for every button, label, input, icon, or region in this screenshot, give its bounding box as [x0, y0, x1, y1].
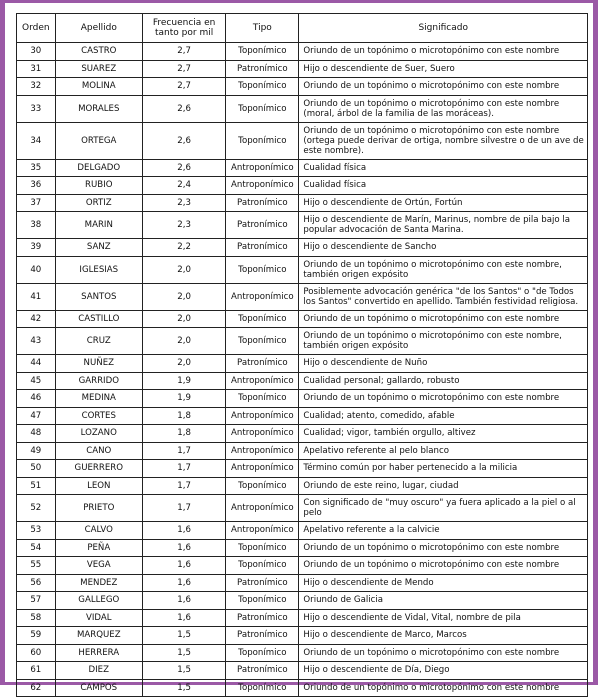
- cell-frecuencia: 2,6: [142, 122, 225, 159]
- cell-frecuencia: 1,6: [142, 522, 225, 540]
- cell-tipo: Toponímico: [226, 644, 299, 662]
- table-row: [17, 177, 588, 195]
- table-row: [17, 256, 588, 283]
- table-row: [17, 522, 588, 540]
- cell-tipo: Toponímico: [226, 78, 299, 96]
- cell-orden: 50: [17, 460, 56, 478]
- cell-frecuencia: 1,6: [142, 609, 225, 627]
- cell-tipo: Antroponímico: [226, 425, 299, 443]
- cell-orden: 60: [17, 644, 56, 662]
- table-row: [17, 194, 588, 212]
- cell-significado: Oriundo de este reino, lugar, ciudad: [299, 477, 588, 495]
- cell-apellido: ORTEGA: [55, 122, 142, 159]
- cell-apellido: MARIN: [55, 212, 142, 239]
- cell-significado: Con significado de "muy oscuro" ya fuera aplicado a la piel o al pelo: [299, 495, 588, 522]
- cell-tipo: Antroponímico: [226, 460, 299, 478]
- table-row: [17, 310, 588, 328]
- cell-orden: 41: [17, 283, 56, 310]
- cell-orden: 56: [17, 574, 56, 592]
- cell-frecuencia: 1,7: [142, 477, 225, 495]
- cell-apellido: MENDEZ: [55, 574, 142, 592]
- cell-tipo: Toponímico: [226, 95, 299, 122]
- cell-significado: Oriundo de un topónimo o microtopónimo con este nombre: [299, 557, 588, 575]
- table-row: [17, 60, 588, 78]
- cell-apellido: PEÑA: [55, 539, 142, 557]
- cell-frecuencia: 2,0: [142, 310, 225, 328]
- table-row: [17, 460, 588, 478]
- cell-tipo: Toponímico: [226, 328, 299, 355]
- cell-significado: Hijo o descendiente de Ortún, Fortún: [299, 194, 588, 212]
- cell-frecuencia: 2,2: [142, 239, 225, 257]
- cell-significado: Cualidad; atento, comedido, afable: [299, 407, 588, 425]
- cell-frecuencia: 1,7: [142, 460, 225, 478]
- table-row: [17, 425, 588, 443]
- cell-significado: Cualidad; vigor, también orgullo, altivez: [299, 425, 588, 443]
- table-row: [17, 122, 588, 159]
- table-row: [17, 78, 588, 96]
- cell-orden: 49: [17, 442, 56, 460]
- cell-frecuencia: 2,6: [142, 95, 225, 122]
- cell-significado: Cualidad física: [299, 177, 588, 195]
- table-row: [17, 372, 588, 390]
- cell-apellido: CASTILLO: [55, 310, 142, 328]
- cell-apellido: LOZANO: [55, 425, 142, 443]
- cell-orden: 30: [17, 43, 56, 61]
- cell-orden: 42: [17, 310, 56, 328]
- header-row: [17, 14, 588, 43]
- table-row: [17, 212, 588, 239]
- cell-orden: 36: [17, 177, 56, 195]
- cell-tipo: Patronímico: [226, 627, 299, 645]
- cell-apellido: ORTIZ: [55, 194, 142, 212]
- cell-apellido: SANTOS: [55, 283, 142, 310]
- cell-significado: Oriundo de un topónimo o microtopónimo con este nombre (ortega puede derivar de ortiga, nombre silvestre o de un ave de este nombre).: [299, 122, 588, 159]
- cell-tipo: Antroponímico: [226, 159, 299, 177]
- cell-apellido: HERRERA: [55, 644, 142, 662]
- cell-orden: 51: [17, 477, 56, 495]
- cell-frecuencia: 2,7: [142, 60, 225, 78]
- cell-significado: Oriundo de un topónimo o microtopónimo con este nombre: [299, 539, 588, 557]
- cell-orden: 52: [17, 495, 56, 522]
- cell-significado: Término común por haber pertenecido a la milicia: [299, 460, 588, 478]
- cell-apellido: GUERRERO: [55, 460, 142, 478]
- table-row: [17, 627, 588, 645]
- cell-frecuencia: 2,7: [142, 78, 225, 96]
- cell-apellido: CALVO: [55, 522, 142, 540]
- cell-tipo: Patronímico: [226, 609, 299, 627]
- cell-significado: Cualidad personal; gallardo, robusto: [299, 372, 588, 390]
- cell-frecuencia: 1,5: [142, 627, 225, 645]
- cell-tipo: Toponímico: [226, 477, 299, 495]
- cell-tipo: Patronímico: [226, 194, 299, 212]
- cell-frecuencia: 2,0: [142, 355, 225, 373]
- cell-frecuencia: 1,8: [142, 407, 225, 425]
- table-row: [17, 609, 588, 627]
- table-row: [17, 495, 588, 522]
- cell-significado: Oriundo de un topónimo o microtopónimo con este nombre: [299, 679, 588, 697]
- cell-apellido: PRIETO: [55, 495, 142, 522]
- cell-orden: 31: [17, 60, 56, 78]
- table-row: [17, 95, 588, 122]
- cell-frecuencia: 1,6: [142, 539, 225, 557]
- cell-orden: 45: [17, 372, 56, 390]
- cell-orden: 57: [17, 592, 56, 610]
- table-row: [17, 159, 588, 177]
- cell-orden: 47: [17, 407, 56, 425]
- table-row: [17, 477, 588, 495]
- cell-apellido: SUAREZ: [55, 60, 142, 78]
- cell-significado: Hijo o descendiente de Mendo: [299, 574, 588, 592]
- cell-frecuencia: 2,7: [142, 43, 225, 61]
- cell-orden: 39: [17, 239, 56, 257]
- cell-apellido: CASTRO: [55, 43, 142, 61]
- table-row: [17, 644, 588, 662]
- cell-significado: Cualidad física: [299, 159, 588, 177]
- cell-frecuencia: 2,0: [142, 328, 225, 355]
- cell-apellido: GARRIDO: [55, 372, 142, 390]
- cell-significado: Oriundo de un topónimo o microtopónimo con este nombre, también origen expósito: [299, 256, 588, 283]
- cell-tipo: Toponímico: [226, 557, 299, 575]
- cell-significado: Hijo o descendiente de Vidal, Vital, nombre de pila: [299, 609, 588, 627]
- cell-tipo: Toponímico: [226, 539, 299, 557]
- cell-tipo: Antroponímico: [226, 177, 299, 195]
- cell-frecuencia: 1,5: [142, 679, 225, 697]
- cell-significado: Apelativo referente al pelo blanco: [299, 442, 588, 460]
- cell-orden: 55: [17, 557, 56, 575]
- cell-frecuencia: 1,6: [142, 557, 225, 575]
- table-body: [17, 43, 588, 697]
- cell-tipo: Toponímico: [226, 256, 299, 283]
- cell-orden: 59: [17, 627, 56, 645]
- cell-apellido: MARQUEZ: [55, 627, 142, 645]
- cell-frecuencia: 1,7: [142, 442, 225, 460]
- cell-significado: Apelativo referente a la calvicie: [299, 522, 588, 540]
- cell-apellido: SANZ: [55, 239, 142, 257]
- cell-frecuencia: 1,7: [142, 495, 225, 522]
- cell-significado: Oriundo de un topónimo o microtopónimo con este nombre: [299, 310, 588, 328]
- cell-orden: 35: [17, 159, 56, 177]
- cell-tipo: Patronímico: [226, 574, 299, 592]
- cell-tipo: Patronímico: [226, 212, 299, 239]
- cell-significado: Posiblemente advocación genérica "de los Santos" o "de Todos los Santos" convertido en apellido. También festividad religiosa.: [299, 283, 588, 310]
- cell-significado: Oriundo de un topónimo o microtopónimo con este nombre, también origen expósito: [299, 328, 588, 355]
- cell-tipo: Antroponímico: [226, 407, 299, 425]
- cell-apellido: MORALES: [55, 95, 142, 122]
- cell-orden: 37: [17, 194, 56, 212]
- cell-frecuencia: 1,9: [142, 390, 225, 408]
- header-tipo: Tipo: [226, 14, 299, 43]
- cell-orden: 58: [17, 609, 56, 627]
- cell-tipo: Patronímico: [226, 662, 299, 680]
- cell-significado: Hijo o descendiente de Sancho: [299, 239, 588, 257]
- cell-significado: Oriundo de un topónimo o microtopónimo con este nombre: [299, 78, 588, 96]
- cell-orden: 32: [17, 78, 56, 96]
- cell-orden: 40: [17, 256, 56, 283]
- cell-frecuencia: 2,4: [142, 177, 225, 195]
- cell-tipo: Patronímico: [226, 239, 299, 257]
- table-row: [17, 328, 588, 355]
- table-row: [17, 390, 588, 408]
- cell-apellido: NUÑEZ: [55, 355, 142, 373]
- cell-frecuencia: 2,6: [142, 159, 225, 177]
- table-row: [17, 592, 588, 610]
- table-row: [17, 43, 588, 61]
- cell-tipo: Antroponímico: [226, 495, 299, 522]
- cell-apellido: IGLESIAS: [55, 256, 142, 283]
- cell-apellido: CAMPOS: [55, 679, 142, 697]
- table-row: [17, 407, 588, 425]
- cell-tipo: Patronímico: [226, 60, 299, 78]
- cell-significado: Hijo o descendiente de Marco, Marcos: [299, 627, 588, 645]
- cell-apellido: VIDAL: [55, 609, 142, 627]
- cell-significado: Oriundo de un topónimo o microtopónimo con este nombre: [299, 644, 588, 662]
- header-significado: Significado: [299, 14, 588, 43]
- cell-significado: Oriundo de Galicia: [299, 592, 588, 610]
- cell-orden: 34: [17, 122, 56, 159]
- cell-tipo: Antroponímico: [226, 442, 299, 460]
- cell-apellido: CORTES: [55, 407, 142, 425]
- cell-frecuencia: 2,0: [142, 283, 225, 310]
- cell-orden: 53: [17, 522, 56, 540]
- cell-tipo: Toponímico: [226, 43, 299, 61]
- table-row: [17, 662, 588, 680]
- cell-frecuencia: 1,5: [142, 644, 225, 662]
- header-frecuencia: Frecuencia en tanto por mil: [142, 14, 225, 43]
- cell-tipo: Toponímico: [226, 310, 299, 328]
- cell-apellido: GALLEGO: [55, 592, 142, 610]
- cell-orden: 43: [17, 328, 56, 355]
- cell-orden: 44: [17, 355, 56, 373]
- cell-apellido: MOLINA: [55, 78, 142, 96]
- table-row: [17, 355, 588, 373]
- cell-frecuencia: 2,3: [142, 194, 225, 212]
- cell-orden: 54: [17, 539, 56, 557]
- cell-frecuencia: 1,6: [142, 592, 225, 610]
- cell-tipo: Antroponímico: [226, 372, 299, 390]
- cell-frecuencia: 1,8: [142, 425, 225, 443]
- cell-tipo: Toponímico: [226, 390, 299, 408]
- cell-orden: 38: [17, 212, 56, 239]
- cell-apellido: CRUZ: [55, 328, 142, 355]
- cell-significado: Hijo o descendiente de Día, Diego: [299, 662, 588, 680]
- cell-orden: 33: [17, 95, 56, 122]
- cell-apellido: DIEZ: [55, 662, 142, 680]
- table-row: [17, 679, 588, 697]
- cell-frecuencia: 1,5: [142, 662, 225, 680]
- cell-significado: Hijo o descendiente de Suer, Suero: [299, 60, 588, 78]
- cell-significado: Oriundo de un topónimo o microtopónimo con este nombre: [299, 43, 588, 61]
- cell-significado: Oriundo de un topónimo o microtopónimo con este nombre: [299, 390, 588, 408]
- cell-apellido: VEGA: [55, 557, 142, 575]
- cell-tipo: Antroponímico: [226, 522, 299, 540]
- table-row: [17, 283, 588, 310]
- cell-significado: Hijo o descendiente de Nuño: [299, 355, 588, 373]
- table-header: [17, 14, 588, 43]
- table-row: [17, 574, 588, 592]
- cell-tipo: Patronímico: [226, 355, 299, 373]
- cell-orden: 62: [17, 679, 56, 697]
- cell-frecuencia: 1,9: [142, 372, 225, 390]
- header-apellido: Apellido: [55, 14, 142, 43]
- cell-apellido: RUBIO: [55, 177, 142, 195]
- cell-orden: 48: [17, 425, 56, 443]
- cell-apellido: CANO: [55, 442, 142, 460]
- cell-tipo: Toponímico: [226, 592, 299, 610]
- cell-tipo: Toponímico: [226, 679, 299, 697]
- cell-frecuencia: 2,3: [142, 212, 225, 239]
- cell-apellido: DELGADO: [55, 159, 142, 177]
- table-row: [17, 557, 588, 575]
- table-row: [17, 539, 588, 557]
- table-row: [17, 239, 588, 257]
- surnames-table: [16, 13, 588, 697]
- cell-tipo: Antroponímico: [226, 283, 299, 310]
- cell-apellido: LEON: [55, 477, 142, 495]
- cell-significado: Hijo o descendiente de Marín, Marinus, nombre de pila bajo la popular advocación de Santa Marina.: [299, 212, 588, 239]
- cell-significado: Oriundo de un topónimo o microtopónimo con este nombre (moral, árbol de la familia de las moráceas).: [299, 95, 588, 122]
- cell-orden: 46: [17, 390, 56, 408]
- cell-tipo: Toponímico: [226, 122, 299, 159]
- table-row: [17, 442, 588, 460]
- cell-frecuencia: 2,0: [142, 256, 225, 283]
- cell-frecuencia: 1,6: [142, 574, 225, 592]
- cell-orden: 61: [17, 662, 56, 680]
- header-orden: Orden: [17, 14, 56, 43]
- cell-apellido: MEDINA: [55, 390, 142, 408]
